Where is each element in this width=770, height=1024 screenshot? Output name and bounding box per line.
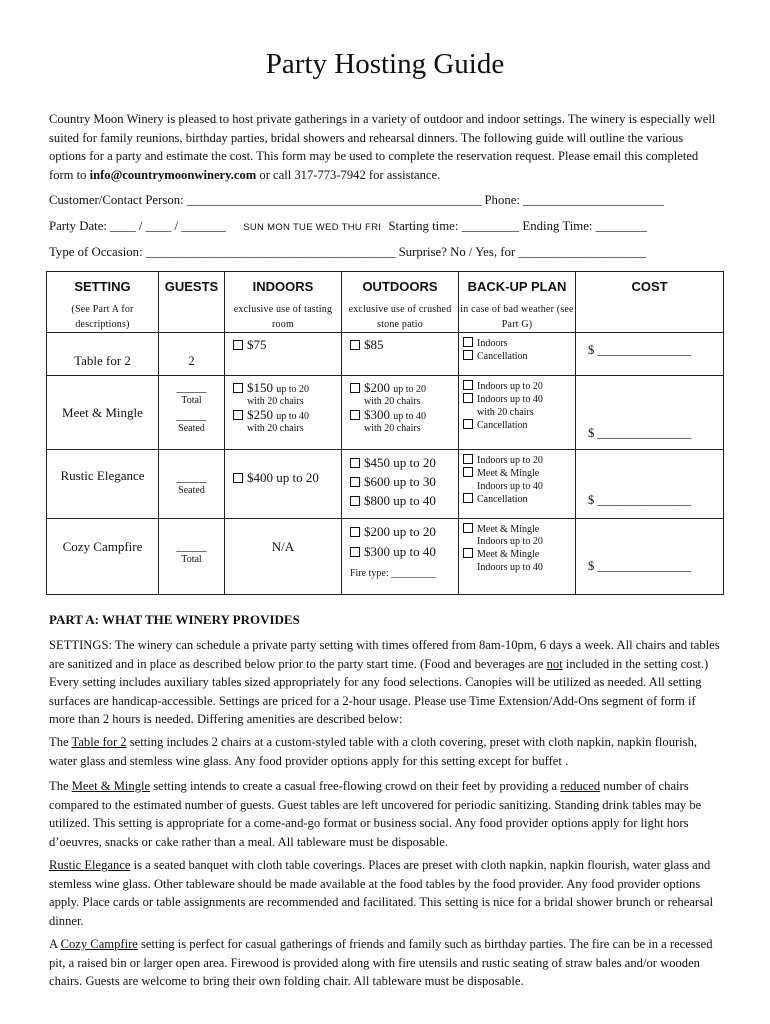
day-options[interactable]: SUN MON TUE WED THU FRI <box>243 222 382 233</box>
emphasis: not <box>546 656 563 671</box>
checkbox[interactable] <box>463 350 473 360</box>
header-guests: GUESTS <box>159 272 225 333</box>
checkbox[interactable] <box>350 458 360 468</box>
header-backup-label: BACK-UP PLAN <box>467 279 567 294</box>
header-outdoors-label: OUTDOORS <box>362 279 438 294</box>
indoor-option[interactable] <box>225 450 342 519</box>
checkbox[interactable] <box>463 337 473 347</box>
price: $75 <box>247 337 267 352</box>
guest-count[interactable] <box>159 519 225 595</box>
table-header-row <box>47 272 724 333</box>
backup-note: Indoors up to 40 <box>477 561 543 573</box>
backup-label: Cancellation <box>477 419 528 431</box>
contact-field[interactable]: Customer/Contact Person: ______________________________________________ Phone: ______________________ <box>49 193 664 207</box>
backup-label: Indoors up to 20 <box>477 455 543 466</box>
guest-label: Total <box>181 395 202 406</box>
indoor-na: N/A <box>225 519 342 595</box>
guest-blank[interactable]: _____ <box>176 408 207 422</box>
backup-label: Cancellation <box>477 493 528 505</box>
guest-label: Seated <box>178 485 205 496</box>
pricing-table <box>46 271 724 595</box>
outdoor-options <box>342 450 459 519</box>
text: The <box>49 735 72 749</box>
price: $450 up to 20 <box>364 455 436 470</box>
checkbox[interactable] <box>350 340 360 350</box>
guest-blank[interactable]: _____ <box>176 470 207 484</box>
page-title: Party Hosting Guide <box>265 48 505 80</box>
checkbox[interactable] <box>463 454 473 464</box>
table-row <box>47 333 724 376</box>
guest-count[interactable] <box>159 376 225 450</box>
price: $200 <box>364 380 390 395</box>
text: is a seated banquet with cloth table coverings. Places are preset with cloth napkin, napkin flourish, water glass and stemless wine glass. Other tableware should be made available at the food tables by the food provider. Any food provider options apply. Place cards or table assignments are recommended and facilitated. This setting is nice for a bridal shower brunch or rehearsal dinner. <box>49 858 714 928</box>
checkbox[interactable] <box>350 527 360 537</box>
date-line <box>49 219 721 234</box>
checkbox[interactable] <box>350 496 360 506</box>
backup-label: Meet & Mingle <box>477 468 540 480</box>
text: setting is perfect for casual gatherings of friends and family such as birthday parties. The fire can be in a recessed pit, a raised bin or larger open area. Firewood is provided along with fire utensils and rustic seating of straw bales and/or wooden chairs. Guests are welcome to bring their own folding chair. All tableware must be disposable. <box>49 937 713 988</box>
price: $250 <box>247 407 273 422</box>
table-row <box>47 376 724 450</box>
price-note: with 20 chairs <box>247 423 304 434</box>
checkbox[interactable] <box>463 393 473 403</box>
rustic-elegance-paragraph <box>49 856 721 930</box>
time-fields[interactable]: Starting time: _________ Ending Time: ________ <box>388 219 647 233</box>
backup-note: with 20 chairs <box>477 406 534 418</box>
checkbox[interactable] <box>463 419 473 429</box>
setting-term: Meet & Mingle <box>71 779 151 793</box>
price: $200 up to 20 <box>364 524 436 539</box>
cost-field[interactable] <box>576 333 724 376</box>
cozy-campfire-paragraph <box>49 935 721 991</box>
email-link[interactable]: info@countrymoonwinery.com <box>89 167 257 182</box>
checkbox[interactable] <box>233 383 243 393</box>
guest-count[interactable] <box>159 450 225 519</box>
table-for-2-paragraph <box>49 733 721 770</box>
checkbox[interactable] <box>350 477 360 487</box>
header-setting <box>47 272 159 333</box>
price: $400 up to 20 <box>247 470 319 485</box>
backup-label: Cancellation <box>477 351 528 363</box>
setting-term: Cozy Campfire <box>60 937 138 951</box>
text: setting intends to create a casual free-flowing crowd on their feet by providing a <box>150 779 561 793</box>
backup-label: Indoors up to 20 <box>477 381 543 392</box>
backup-options <box>459 376 576 450</box>
header-backup-sub: in case of bad weather (see Part G) <box>460 304 574 330</box>
intro-paragraph <box>49 110 721 184</box>
header-setting-sub: (See Part A for descriptions) <box>71 304 134 330</box>
outdoor-options <box>342 519 459 595</box>
guest-blank[interactable]: _____ <box>176 539 207 553</box>
checkbox[interactable] <box>463 548 473 558</box>
party-date-field[interactable]: Party Date: ____ / ____ / _______ <box>49 219 227 233</box>
header-outdoors-sub: exclusive use of crushed stone patio <box>348 304 452 330</box>
price-note: with 20 chairs <box>364 396 421 407</box>
price: $150 <box>247 380 273 395</box>
price: $800 up to 40 <box>364 493 436 508</box>
price: $600 up to 30 <box>364 474 436 489</box>
price-capacity: up to 40 <box>276 411 310 422</box>
cost-field[interactable] <box>576 450 724 519</box>
backup-note: Indoors up to 40 <box>477 480 543 492</box>
backup-options <box>459 450 576 519</box>
occasion-field[interactable]: Type of Occasion: _______________________________________ Surprise? No / Yes, for ____________________ <box>49 245 647 259</box>
indoor-options <box>225 376 342 450</box>
setting-name: Meet & Mingle <box>47 376 159 450</box>
guest-count: 2 <box>159 333 225 376</box>
outdoor-options <box>342 376 459 450</box>
checkbox[interactable] <box>233 473 243 483</box>
price: $300 <box>364 407 390 422</box>
header-outdoors <box>342 272 459 333</box>
price: $300 up to 40 <box>364 544 436 559</box>
price-capacity: up to 40 <box>393 411 427 422</box>
table-row <box>47 450 724 519</box>
checkbox[interactable] <box>350 410 360 420</box>
price-note: with 20 chairs <box>247 396 304 407</box>
setting-name: Cozy Campfire <box>47 519 159 595</box>
cost-blank[interactable]: $ _______________ <box>588 343 692 357</box>
setting-name: Table for 2 <box>47 333 159 376</box>
checkbox[interactable] <box>350 383 360 393</box>
checkbox[interactable] <box>233 340 243 350</box>
intro-text-end: or call 317-773-7942 for assistance. <box>256 167 441 182</box>
guest-label: Seated <box>178 423 205 434</box>
part-a-heading: PART A: WHAT THE WINERY PROVIDES <box>49 612 300 627</box>
price-note: with 20 chairs <box>364 423 421 434</box>
outdoor-option[interactable] <box>342 333 459 376</box>
fire-type-field[interactable]: Fire type: _________ <box>350 568 437 579</box>
checkbox[interactable] <box>350 547 360 557</box>
setting-name: Rustic Elegance <box>47 450 159 519</box>
header-indoors-sub: exclusive use of tasting room <box>233 304 333 330</box>
text: A <box>49 937 61 951</box>
meet-mingle-paragraph <box>49 777 721 851</box>
price-capacity: up to 20 <box>393 384 427 395</box>
cost-blank[interactable]: $ _______________ <box>588 426 692 440</box>
cost-blank[interactable]: $ _______________ <box>588 493 692 507</box>
text: number of chairs compared to the estimated number of guests. Guest tables are left uncovered for periodic sanitizing. Standing drink tables may be utilized. This setting is appropriate for a come-and-go format or business social. Any food provider options apply for light hors d’oeuvres, snacks or cake rather than a meal. All tableware must be disposable. <box>49 779 702 849</box>
backup-label: Meet & Mingle <box>477 524 540 535</box>
setting-term: Table for 2 <box>71 735 127 749</box>
backup-options <box>459 519 576 595</box>
backup-label: Meet & Mingle <box>477 549 540 561</box>
cost-blank[interactable]: $ _______________ <box>588 559 692 573</box>
checkbox[interactable] <box>463 467 473 477</box>
checkbox[interactable] <box>463 493 473 503</box>
header-backup <box>459 272 576 333</box>
backup-label: Indoors <box>477 338 508 349</box>
guest-blank[interactable]: _____ <box>176 380 207 394</box>
backup-options <box>459 333 576 376</box>
setting-term: Rustic Elegance <box>49 858 131 872</box>
cost-field[interactable] <box>576 376 724 450</box>
cost-field[interactable] <box>576 519 724 595</box>
header-setting-label: SETTING <box>74 279 131 294</box>
checkbox[interactable] <box>463 523 473 533</box>
checkbox[interactable] <box>233 410 243 420</box>
price-capacity: up to 20 <box>276 384 310 395</box>
table-row <box>47 519 724 595</box>
indoor-option[interactable] <box>225 333 342 376</box>
text: The <box>49 779 72 793</box>
intro-text: Country Moon Winery is pleased to host private gatherings in a variety of outdoor and indoor settings. The winery is especially well suited for family reunions, birthday parties, bridal showers and rehearsal dinners. The following guide will outline the various options for a party and estimate the cost. This form may be used to complete the reservation request. Please email this completed form to <box>49 112 716 182</box>
text: SETTINGS: The winery can schedule a private party setting with times offered from 8am-10pm, 6 days a week. All chairs and tables are sanitized and in place as described below prior to the party start time. (Food and beverages are <box>49 638 720 671</box>
backup-label: Indoors up to 40 <box>477 394 543 406</box>
backup-note: Indoors up to 20 <box>477 536 543 548</box>
emphasis: reduced <box>560 779 601 793</box>
settings-paragraph <box>49 636 721 729</box>
header-cost: COST <box>576 272 724 333</box>
header-indoors <box>225 272 342 333</box>
header-indoors-label: INDOORS <box>252 279 314 294</box>
text: setting includes 2 chairs at a custom-styled table with a cloth covering, preset with cloth napkin, napkin flourish, water glass and stemless wine glass. Any food provider options apply for this setting except for buffet . <box>49 735 698 768</box>
price: $85 <box>364 337 384 352</box>
text: included in the setting cost.) Every setting includes auxiliary tables sized appropriately for any food selections. Canopies will be utilized as needed. All setting surfaces are handicap-accessible. Settings are priced for a 2-hour usage. Please use Time Extension/Add-Ons segment of form if more than 2 hours is needed. Differing amenities are described below: <box>49 656 709 726</box>
guest-label: Total <box>181 554 202 565</box>
checkbox[interactable] <box>463 380 473 390</box>
